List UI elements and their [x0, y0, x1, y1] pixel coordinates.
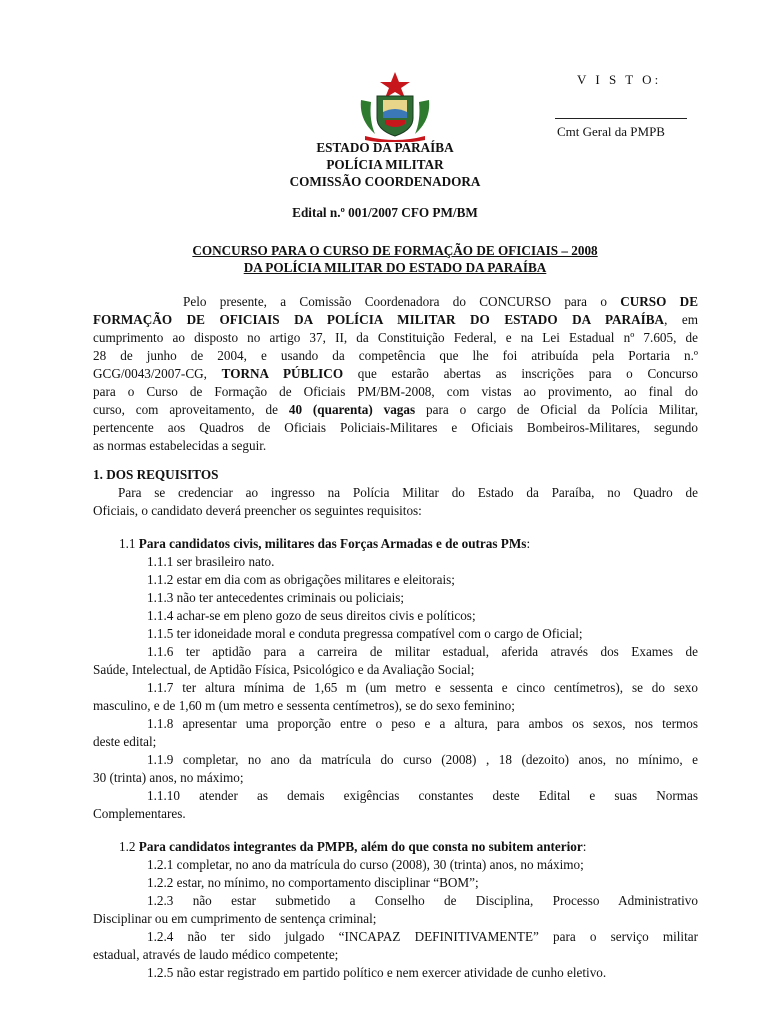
signature-title: Cmt Geral da PMPB — [557, 124, 665, 139]
subitem-colon: : — [582, 839, 587, 854]
document-title — [0, 242, 770, 276]
intro-text: que estarão abertas as inscrições para o Concurso — [343, 366, 698, 381]
item-1-1-9: 1.1.9 completar, no ano da matrícula do curso (2008) , 18 (dezoito) anos, no mínimo, e — [147, 752, 698, 767]
intro-text: Pelo presente, a Comissão Coordenadora do CONCURSO para o — [183, 294, 621, 309]
intro-text: curso, com aproveitamento, de — [93, 402, 289, 417]
title-line-1: CONCURSO PARA O CURSO DE FORMAÇÃO DE OFICIAIS – 2008 — [192, 243, 598, 258]
subitem-1-1-heading — [119, 535, 724, 553]
subitem-colon: : — [526, 536, 531, 551]
item-1-1-2: 1.1.2 estar em dia com as obrigações militares e eleitorais; — [147, 572, 455, 587]
item-1-1-9-cont: 30 (trinta) anos, no máximo; — [93, 770, 244, 785]
item-1-2-5: 1.2.5 não estar registrado em partido político e nem exercer atividade de cunho eletivo. — [147, 965, 607, 980]
section-1-heading: 1. DOS REQUISITOS — [93, 467, 219, 482]
course-name-bold: CURSO DE — [620, 294, 698, 309]
item-1-1-3: 1.1.3 não ter antecedentes criminais ou policiais; — [147, 590, 405, 605]
intro-line-3: cumprimento ao disposto no artigo 37, II, da Constituição Federal, e na Lei Estadual nº 7.605, de — [93, 330, 698, 345]
item-1-1-8: 1.1.8 apresentar uma proporção entre o peso e a altura, para ambos os sexos, nos termos — [147, 716, 698, 731]
item-1-2-2: 1.2.2 estar, no mínimo, no comportamento disciplinar “BOM”; — [147, 875, 479, 890]
intro-line-5 — [93, 365, 698, 383]
header-police: POLÍCIA MILITAR — [326, 157, 444, 172]
edital-number: Edital n.º 001/2007 CFO PM/BM — [292, 205, 478, 220]
intro-line-2 — [93, 311, 698, 329]
item-1-2-3-cont: Disciplinar ou em cumprimento de sentença criminal; — [93, 911, 377, 926]
section-1-text-2: Oficiais, o candidato deverá preencher os seguintes requisitos: — [93, 503, 422, 518]
subitem-title: Para candidatos civis, militares das Forças Armadas e de outras PMs — [138, 536, 527, 551]
intro-line-6: para o Curso de Formação de Oficiais PM/BM-2008, com vistas ao provimento, ao final do — [93, 384, 698, 399]
course-name-bold: FORMAÇÃO DE OFICIAIS DA POLÍCIA MILITAR DO ESTADO DA PARAÍBA — [93, 312, 665, 327]
item-1-1-6-cont: Saúde, Intelectual, de Aptidão Física, Psicológico e da Avaliação Social; — [93, 662, 475, 677]
vagas-bold: 40 (quarenta) vagas — [288, 402, 416, 417]
intro-line-1 — [183, 293, 698, 311]
item-1-1-8-cont: deste edital; — [93, 734, 157, 749]
torna-publico-bold: TORNA PÚBLICO — [221, 366, 344, 381]
item-1-1-1: 1.1.1 ser brasileiro nato. — [147, 554, 275, 569]
intro-line-4: 28 de junho de 2004, e usando da competência que lhe foi atribuída pela Portaria n.º — [93, 348, 698, 363]
item-1-1-7: 1.1.7 ter altura mínima de 1,65 m (um metro e sessenta e cinco centímetros), se do sexo — [147, 680, 698, 695]
item-1-1-6: 1.1.6 ter aptidão para a carreira de militar estadual, aferida através dos Exames de — [147, 644, 698, 659]
state-coat-of-arms-icon — [355, 70, 435, 142]
section-1-text-1: Para se credenciar ao ingresso na Polícia Militar do Estado da Paraíba, no Quadro de — [118, 485, 698, 500]
subitem-number: 1.2 — [119, 839, 139, 854]
item-1-2-1: 1.2.1 completar, no ano da matrícula do curso (2008), 30 (trinta) anos, no máximo; — [147, 857, 584, 872]
intro-text: GCG/0043/2007-CG, — [93, 366, 222, 381]
item-1-2-4-cont: estadual, através de laudo médico competente; — [93, 947, 339, 962]
item-1-1-7-cont: masculino, e de 1,60 m (um metro e sessenta centímetros), se do sexo feminino; — [93, 698, 515, 713]
subitem-number: 1.1 — [119, 536, 139, 551]
intro-line-7 — [93, 401, 698, 419]
intro-text: , em — [664, 312, 698, 327]
intro-text: para o cargo de Oficial da Polícia Militar, — [415, 402, 698, 417]
item-1-2-3: 1.2.3 não estar submetido a Conselho de Disciplina, Processo Administrativo — [147, 893, 698, 908]
header-state: ESTADO DA PARAÍBA — [316, 140, 454, 155]
header-block — [0, 139, 770, 190]
item-1-2-4: 1.2.4 não ter sido julgado “INCAPAZ DEFINITIVAMENTE” para o serviço militar — [147, 929, 698, 944]
title-line-2: DA POLÍCIA MILITAR DO ESTADO DA PARAÍBA — [243, 260, 547, 275]
item-1-1-4: 1.1.4 achar-se em pleno gozo de seus direitos civis e políticos; — [147, 608, 476, 623]
subitem-1-2-heading — [119, 838, 724, 856]
item-1-1-10-cont: Complementares. — [93, 806, 186, 821]
item-1-1-10: 1.1.10 atender as demais exigências constantes deste Edital e suas Normas — [147, 788, 698, 803]
intro-line-9: as normas estabelecidas a seguir. — [93, 438, 267, 453]
subitem-title: Para candidatos integrantes da PMPB, além do que consta no subitem anterior — [138, 839, 583, 854]
visto-label: V I S T O: — [577, 72, 662, 87]
signature-line — [555, 118, 687, 119]
intro-line-8: pertencente aos Quadros de Oficiais Policiais-Militares e Oficiais Bombeiros-Militares, segundo — [93, 420, 698, 435]
item-1-1-5: 1.1.5 ter idoneidade moral e conduta pregressa compatível com o cargo de Oficial; — [147, 626, 583, 641]
header-commission: COMISSÃO COORDENADORA — [289, 174, 481, 189]
